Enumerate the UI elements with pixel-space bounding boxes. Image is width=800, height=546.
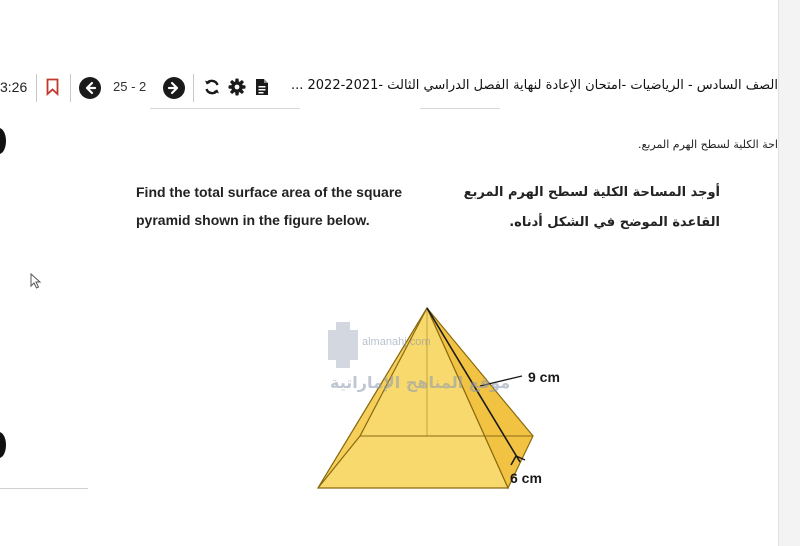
question-english: Find the total surface area of the square pyramid shown in the figure below. [136, 184, 403, 228]
divider [150, 108, 300, 109]
watermark-logo [336, 322, 350, 368]
subheading-arabic: احة الكلية لسطح الهرم المربع. [638, 138, 778, 151]
mouse-cursor-icon [30, 273, 42, 289]
watermark-url: almanahj.com [362, 336, 431, 348]
clock-time: 3:26 [0, 79, 28, 95]
bookmark-icon[interactable] [46, 78, 59, 96]
page-indicator: 25 - 2 [113, 79, 147, 94]
base-length-label: 6 cm [510, 470, 542, 486]
document-icon[interactable] [255, 78, 269, 96]
toolbar-separator [70, 74, 71, 102]
watermark-arabic: موقع المناهج الإماراتية [330, 373, 511, 392]
toolbar-separator [193, 74, 194, 102]
toolbar [0, 64, 778, 112]
question-arabic: أوجد المساحة الكلية لسطح الهرم المربع القاعدة الموضح في الشكل أدناه. [463, 185, 720, 230]
arrow-left-icon[interactable] [79, 77, 101, 99]
document-title: الصف السادس - الرياضيات -امتحان الإعادة لنهاية الفصل الدراسي الثالث -2021-2022 ... [290, 78, 778, 93]
pyramid-figure [300, 300, 600, 496]
arrow-right-icon[interactable] [163, 77, 185, 99]
page-edge-mark [0, 432, 6, 458]
slant-height-label: 9 cm [528, 369, 560, 385]
page-edge-mark [0, 128, 6, 154]
scroll-gutter[interactable] [778, 0, 800, 546]
refresh-icon[interactable] [203, 78, 221, 96]
divider [420, 108, 500, 109]
divider [0, 488, 88, 489]
gear-icon[interactable] [228, 78, 246, 96]
toolbar-separator [36, 74, 37, 102]
